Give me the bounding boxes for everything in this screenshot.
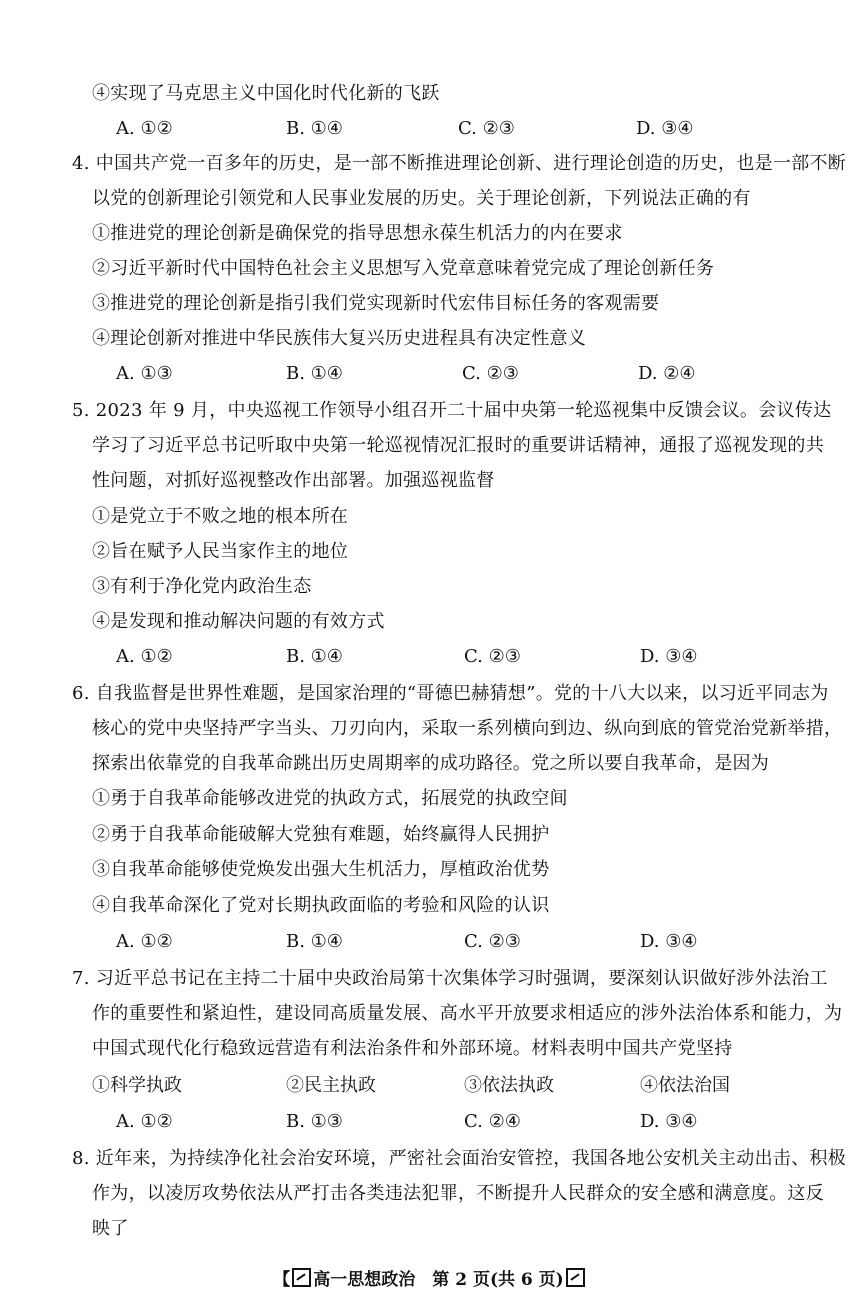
q6-option-a: A. ①② [116,931,173,952]
q5-stem-line-1: 5. 2023 年 9 月，中央巡视工作领导小组召开二十届中央第一轮巡视集中反馈会议。会议传达 [72,400,832,421]
q7-item-3: ③依法执政 [464,1075,554,1096]
q7-item-4: ④依法治国 [640,1075,730,1096]
q5-options [0,644,860,670]
q8-stem-line-1: 8. 近年来，为持续净化社会治安环境，严密社会面治安管控，我国各地公安机关主动出击、积极 [72,1148,847,1169]
q3-option-d: D. ③④ [636,118,694,139]
q7-options [0,1109,860,1135]
q7-option-a: A. ①② [116,1111,173,1132]
q4-item-2: ②习近平新时代中国特色社会主义思想写入党章意味着党完成了理论创新任务 [92,258,715,279]
q6-option-b: B. ①④ [286,931,343,952]
q4-option-d: D. ②④ [638,363,696,384]
q7-option-d: D. ③④ [640,1111,698,1132]
q6-stem-line-3: 探索出依靠党的自我革命跳出历史周期率的成功路径。党之所以要自我革命，是因为 [92,753,770,774]
q3-option-a: A. ①② [116,118,173,139]
page-footer [0,1268,860,1292]
exam-logo-icon [292,1268,311,1287]
q3-options [0,116,860,142]
footer-left-bracket: 【 [273,1270,291,1290]
q7-item-2: ②民主执政 [286,1075,376,1096]
q6-item-3: ③自我革命能够使党焕发出强大生机活力，厚植政治优势 [92,859,550,880]
q5-stem-line-3: 性问题，对抓好巡视整改作出部署。加强巡视监督 [92,470,495,491]
q7-item-1: ①科学执政 [92,1075,182,1096]
q5-option-d: D. ③④ [640,646,698,667]
q6-stem-line-1: 6. 自我监督是世界性难题，是国家治理的“哥德巴赫猜想”。党的十八大以来，以习近平同志为 [72,683,829,704]
q4-stem-line-1: 4. 中国共产党一百多年的历史，是一部不断推进理论创新、进行理论创造的历史，也是一部不断 [72,153,847,174]
q4-option-a: A. ①③ [116,363,173,384]
q7-stem-line-1: 7. 习近平总书记在主持二十届中央政治局第十次集体学习时强调，要深刻认识做好涉外法治工 [72,968,828,989]
q7-option-c: C. ②④ [464,1111,521,1132]
q7-items [0,1073,860,1099]
q6-item-1: ①勇于自我革命能够改进党的执政方式，拓展党的执政空间 [92,788,568,809]
q3-option-c: C. ②③ [458,118,515,139]
q7-stem-line-3: 中国式现代化行稳致远营造有利法治条件和外部环境。材料表明中国共产党坚持 [92,1038,733,1059]
q6-option-d: D. ③④ [640,931,698,952]
q5-item-1: ①是党立于不败之地的根本所在 [92,506,349,527]
exam-logo-icon-right [566,1268,585,1287]
q4-stem-line-2: 以党的创新理论引领党和人民事业发展的历史。关于理论创新，下列说法正确的有 [92,188,751,209]
q5-option-c: C. ②③ [464,646,521,667]
q5-item-3: ③有利于净化党内政治生态 [92,576,312,597]
q4-options [0,361,860,387]
q4-item-3: ③推进党的理论创新是指引我们党实现新时代宏伟目标任务的客观需要 [92,293,660,314]
q5-option-b: B. ①④ [286,646,343,667]
q6-stem-line-2: 核心的党中央坚持严字当头、刀刃向内，采取一系列横向到边、纵向到底的管党治党新举措， [92,718,843,739]
q6-item-2: ②勇于自我革命能破解大党独有难题，始终赢得人民拥护 [92,824,550,845]
q5-item-4: ④是发现和推动解决问题的有效方式 [92,611,385,632]
q4-option-b: B. ①④ [286,363,343,384]
q5-option-a: A. ①② [116,646,173,667]
q5-item-2: ②旨在赋予人民当家作主的地位 [92,541,349,562]
q6-options [0,929,860,955]
q7-stem-line-2: 作的重要性和紧迫性，建设同高质量发展、高水平开放要求相适应的涉外法治体系和能力，为 [92,1003,843,1024]
q3-item-4: ④实现了马克思主义中国化时代化新的飞跃 [92,83,440,104]
q4-item-1: ①推进党的理论创新是确保党的指导思想永葆生机活力的内在要求 [92,223,623,244]
footer-text: 高一思想政治 第 2 页(共 6 页) [313,1270,564,1290]
q6-item-4: ④自我革命深化了党对长期执政面临的考验和风险的认识 [92,895,550,916]
q8-stem-line-3: 映了 [92,1218,129,1239]
q5-stem-line-2: 学习了习近平总书记听取中央第一轮巡视情况汇报时的重要讲话精神，通报了巡视发现的共 [92,435,824,456]
q7-option-b: B. ①③ [286,1111,343,1132]
q3-option-b: B. ①④ [286,118,343,139]
q6-option-c: C. ②③ [464,931,521,952]
q4-option-c: C. ②③ [462,363,519,384]
q8-stem-line-2: 作为，以凌厉攻势依法从严打击各类违法犯罪，不断提升人民群众的安全感和满意度。这反 [92,1183,824,1204]
q4-item-4: ④理论创新对推进中华民族伟大复兴历史进程具有决定性意义 [92,328,587,349]
